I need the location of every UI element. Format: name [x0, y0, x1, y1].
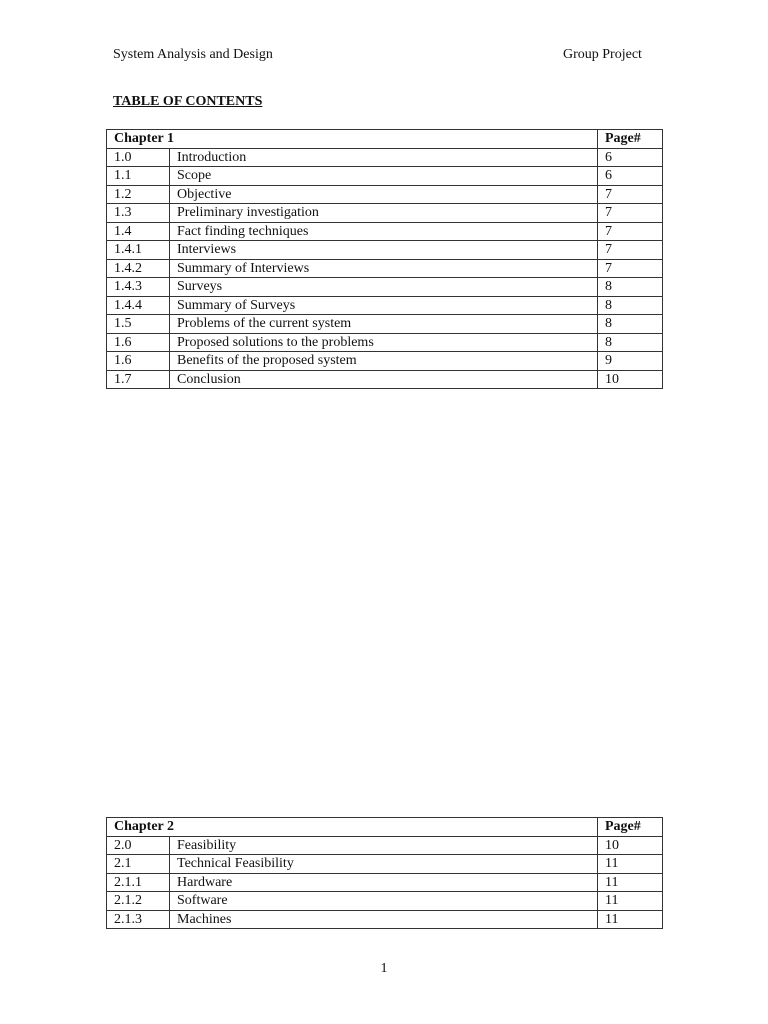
- section-page: 11: [598, 910, 663, 929]
- section-number: 1.0: [107, 148, 170, 167]
- page-column-header: Page#: [598, 818, 663, 837]
- chapter-title: Chapter 2: [107, 818, 598, 837]
- section-number: 2.0: [107, 836, 170, 855]
- section-number: 1.7: [107, 370, 170, 389]
- section-page: 8: [598, 315, 663, 334]
- section-title: Fact finding techniques: [170, 222, 598, 241]
- section-title: Software: [170, 892, 598, 911]
- section-title: Introduction: [170, 148, 598, 167]
- section-number: 1.4: [107, 222, 170, 241]
- table-row: [107, 278, 663, 297]
- table-row: [107, 352, 663, 371]
- section-number: 2.1: [107, 855, 170, 874]
- table-row: [107, 910, 663, 929]
- section-page: 8: [598, 333, 663, 352]
- table-row: [107, 370, 663, 389]
- section-title: Feasibility: [170, 836, 598, 855]
- section-title: Problems of the current system: [170, 315, 598, 334]
- section-number: 2.1.2: [107, 892, 170, 911]
- table-row: [107, 315, 663, 334]
- section-page: 6: [598, 167, 663, 186]
- header-document-title: System Analysis and Design: [113, 47, 273, 62]
- table-row: [107, 185, 663, 204]
- section-title: Conclusion: [170, 370, 598, 389]
- section-page: 7: [598, 259, 663, 278]
- chapter-2-toc-table: [106, 817, 663, 929]
- page-number: 1: [380, 961, 388, 976]
- section-number: 1.1: [107, 167, 170, 186]
- section-title: Preliminary investigation: [170, 204, 598, 223]
- section-page: 11: [598, 873, 663, 892]
- section-number: 1.6: [107, 352, 170, 371]
- section-title: Hardware: [170, 873, 598, 892]
- section-page: 10: [598, 370, 663, 389]
- table-row: [107, 204, 663, 223]
- section-page: 11: [598, 892, 663, 911]
- table-row: [107, 296, 663, 315]
- section-title: Interviews: [170, 241, 598, 260]
- section-page: 8: [598, 278, 663, 297]
- table-header-row: [107, 130, 663, 149]
- section-title: Machines: [170, 910, 598, 929]
- section-number: 1.2: [107, 185, 170, 204]
- section-page: 7: [598, 222, 663, 241]
- section-number: 1.4.1: [107, 241, 170, 260]
- table-row: [107, 333, 663, 352]
- table-header-row: [107, 818, 663, 837]
- table-row: [107, 892, 663, 911]
- section-title: Scope: [170, 167, 598, 186]
- header-project-label: Group Project: [563, 47, 642, 62]
- section-page: 10: [598, 836, 663, 855]
- page-column-header: Page#: [598, 130, 663, 149]
- section-title: Summary of Interviews: [170, 259, 598, 278]
- section-number: 1.6: [107, 333, 170, 352]
- section-title: Surveys: [170, 278, 598, 297]
- toc-heading: TABLE OF CONTENTS: [113, 94, 263, 109]
- section-title: Summary of Surveys: [170, 296, 598, 315]
- section-title: Technical Feasibility: [170, 855, 598, 874]
- section-number: 2.1.3: [107, 910, 170, 929]
- section-page: 7: [598, 241, 663, 260]
- section-page: 8: [598, 296, 663, 315]
- section-page: 6: [598, 148, 663, 167]
- table-row: [107, 222, 663, 241]
- section-page: 9: [598, 352, 663, 371]
- table-row: [107, 148, 663, 167]
- table-row: [107, 855, 663, 874]
- section-number: 1.5: [107, 315, 170, 334]
- section-number: 1.4.3: [107, 278, 170, 297]
- section-number: 1.3: [107, 204, 170, 223]
- table-row: [107, 241, 663, 260]
- chapter-1-toc-table: [106, 129, 663, 389]
- section-title: Objective: [170, 185, 598, 204]
- section-number: 1.4.4: [107, 296, 170, 315]
- table-row: [107, 167, 663, 186]
- section-page: 7: [598, 204, 663, 223]
- section-number: 1.4.2: [107, 259, 170, 278]
- chapter-title: Chapter 1: [107, 130, 598, 149]
- section-page: 7: [598, 185, 663, 204]
- table-row: [107, 836, 663, 855]
- table-row: [107, 873, 663, 892]
- table-row: [107, 259, 663, 278]
- section-number: 2.1.1: [107, 873, 170, 892]
- section-title: Benefits of the proposed system: [170, 352, 598, 371]
- section-title: Proposed solutions to the problems: [170, 333, 598, 352]
- section-page: 11: [598, 855, 663, 874]
